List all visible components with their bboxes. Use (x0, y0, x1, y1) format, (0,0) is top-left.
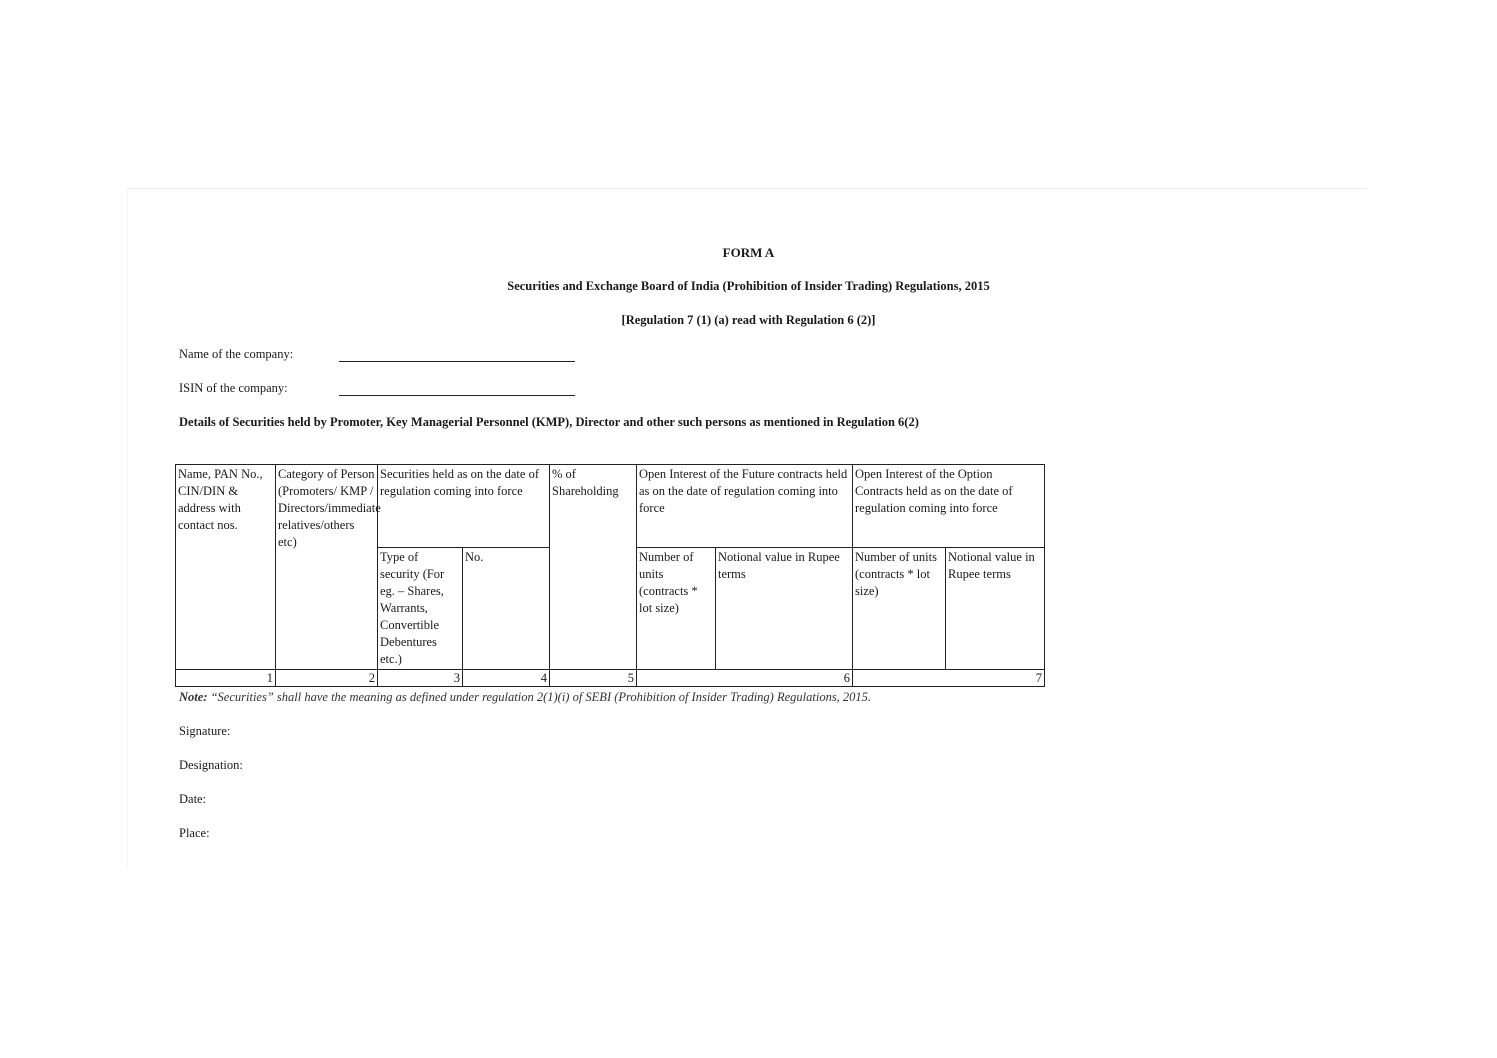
column-number: 4 (463, 670, 550, 687)
column-number: 6 (637, 670, 853, 687)
header-type-of-security: Type of security (For eg. – Shares, Warrants, Convertible Debentures etc.) (378, 548, 463, 670)
header-option-units: Number of units (contracts * lot size) (853, 548, 946, 670)
date-label: Date: (179, 792, 207, 806)
form-heading: FORM A (722, 245, 775, 260)
isin-line (339, 395, 575, 396)
header-future-contracts: Open Interest of the Future contracts held as on the date of regulation coming into force (637, 465, 853, 548)
details-heading: Details of Securities held by Promoter, Key Managerial Personnel (KMP), Director and other such persons as mentioned in Regulation 6(2) (179, 415, 919, 429)
note-text: “Securities” shall have the meaning as defined under regulation 2(1)(i) of SEBI (Prohibition of Insider Trading) Regulations, 2015. (210, 690, 872, 704)
table-number-row (176, 670, 1045, 687)
isin-row (179, 381, 339, 396)
form-regulation: [Regulation 7 (1) (a) read with Regulation 6 (2)] (621, 313, 876, 327)
designation-label: Designation: (179, 758, 243, 772)
company-name-row (179, 347, 339, 362)
column-number: 7 (853, 670, 1045, 687)
page-top-border (127, 188, 1367, 189)
header-future-notional: Notional value in Rupee terms (716, 548, 853, 670)
company-name-line (339, 361, 575, 362)
place-label: Place: (179, 826, 210, 840)
securities-table (175, 464, 1045, 687)
form-title: Securities and Exchange Board of India (Prohibition of Insider Trading) Regulations, 2015 (507, 279, 990, 293)
header-name-pan: Name, PAN No., CIN/DIN & address with contact nos. (176, 465, 276, 670)
isin-label: ISIN of the company: (179, 381, 288, 395)
column-number: 3 (378, 670, 463, 687)
signature-label: Signature: (179, 724, 231, 738)
note (179, 690, 871, 705)
header-category: Category of Person (Promoters/ KMP / Directors/immediate relatives/others etc) (276, 465, 378, 670)
company-name-label: Name of the company: (179, 347, 294, 361)
header-future-units: Number of units (contracts * lot size) (637, 548, 716, 670)
table-header-row (176, 465, 1045, 548)
header-option-notional: Notional value in Rupee terms (946, 548, 1045, 670)
header-securities-held: Securities held as on the date of regulation coming into force (378, 465, 550, 548)
header-option-contracts: Open Interest of the Option Contracts held as on the date of regulation coming into force (853, 465, 1045, 548)
column-number: 5 (550, 670, 637, 687)
header-shareholding: % of Shareholding (550, 465, 637, 670)
column-number: 2 (276, 670, 378, 687)
note-label: Note: (179, 690, 208, 704)
header-no: No. (463, 548, 550, 670)
column-number: 1 (176, 670, 276, 687)
